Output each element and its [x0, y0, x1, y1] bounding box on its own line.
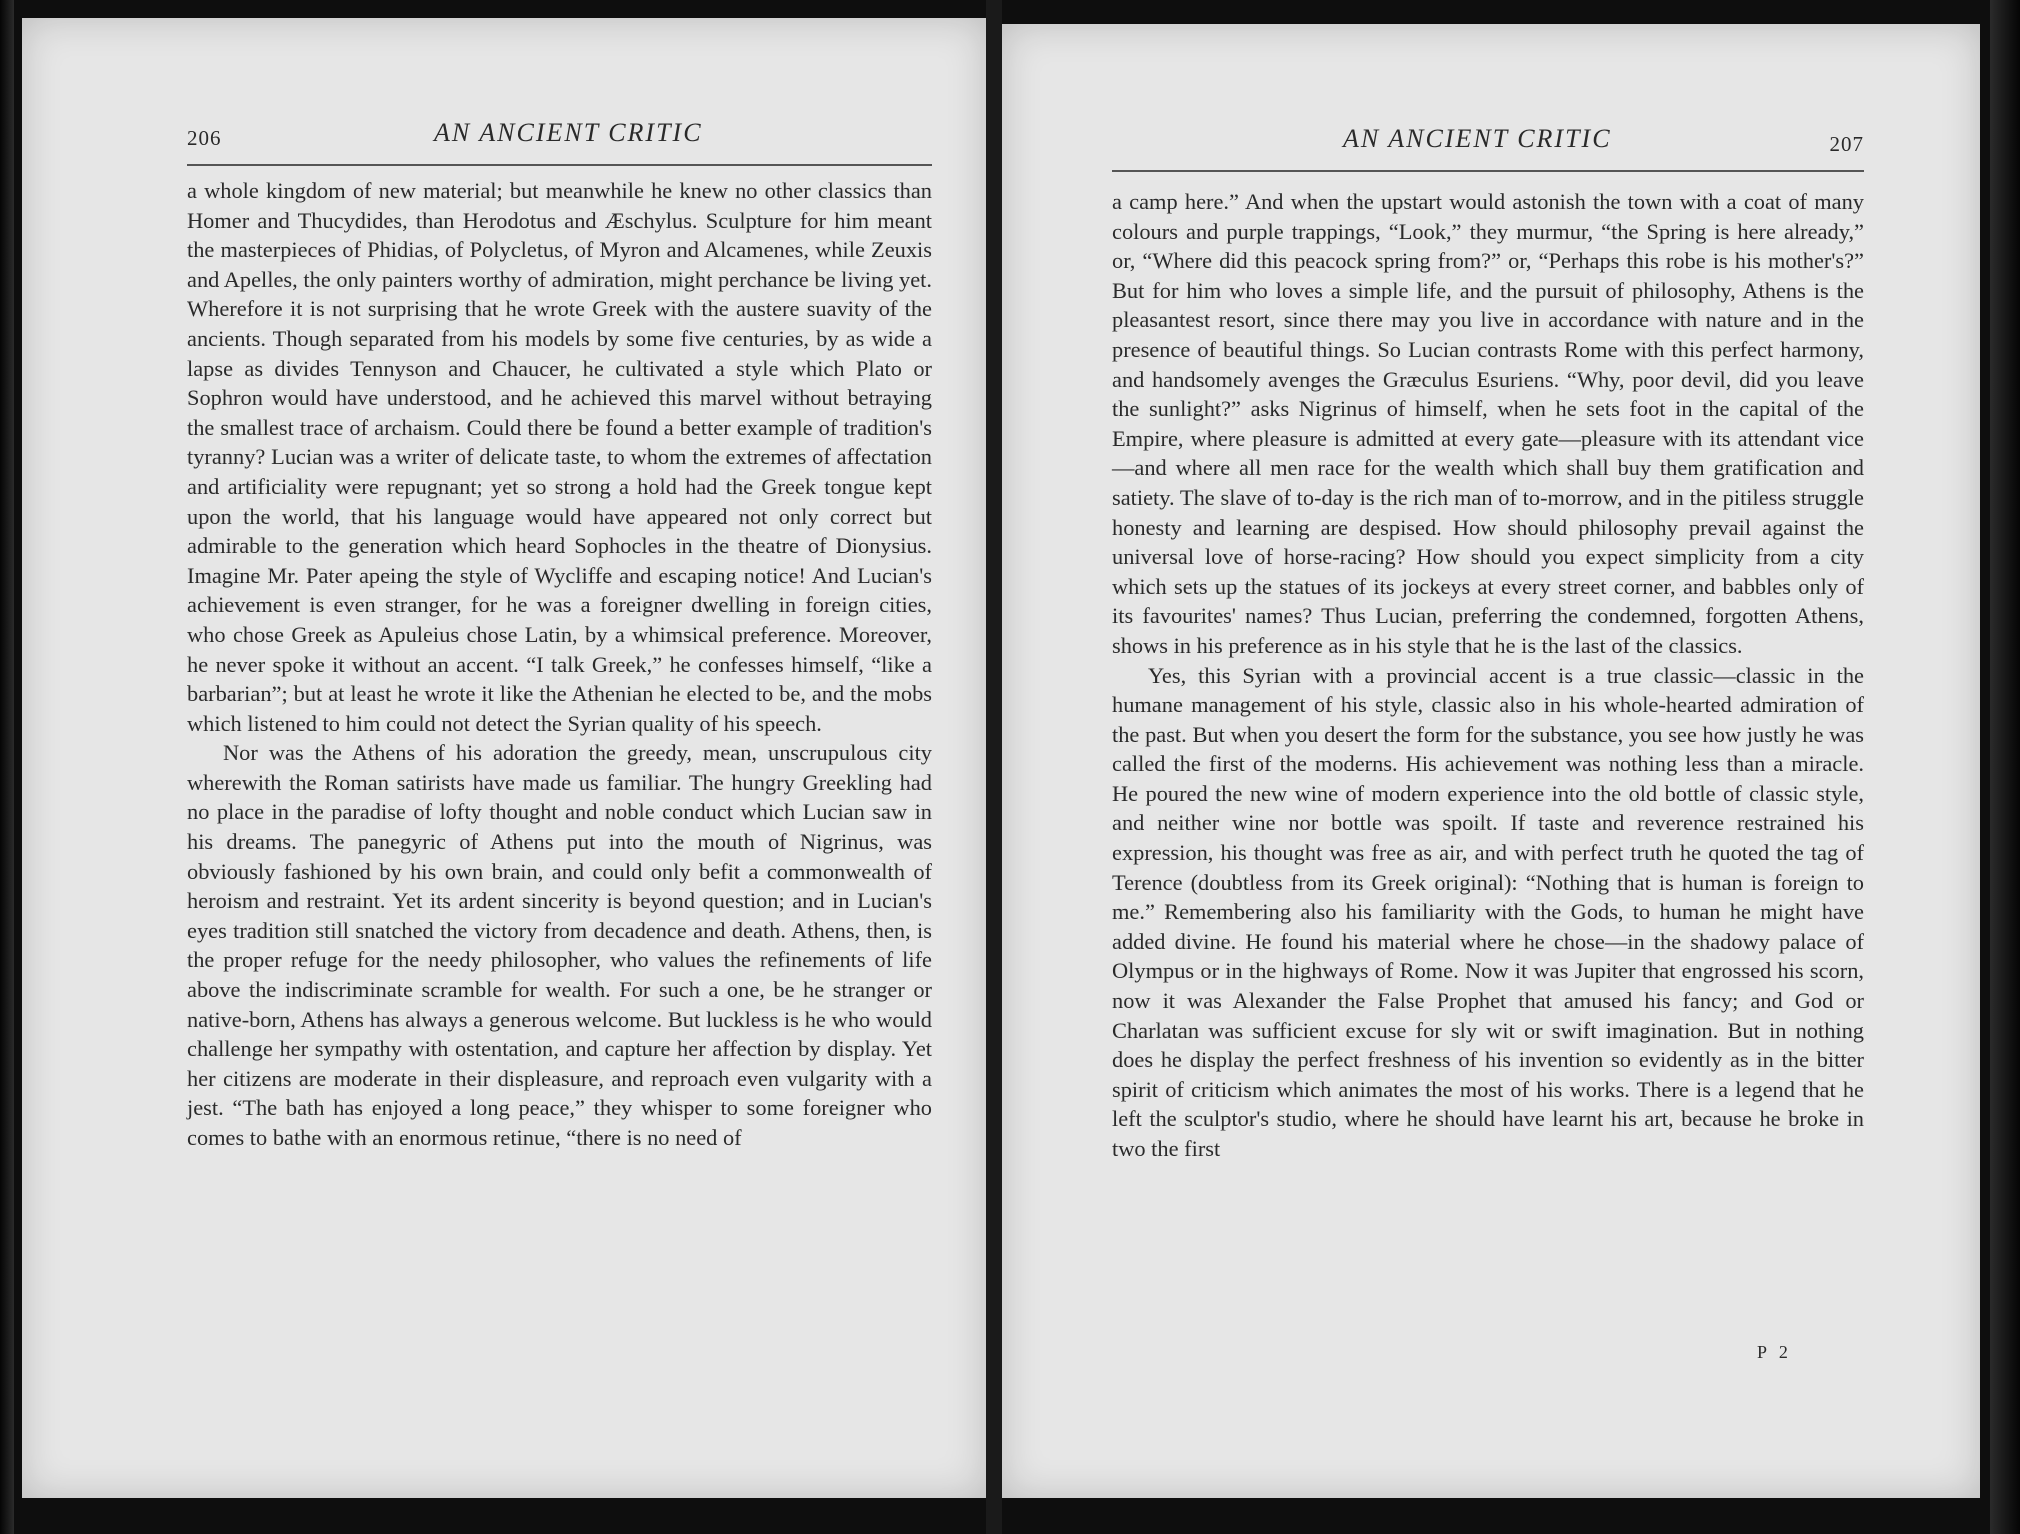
left-page-number: 206: [187, 126, 222, 150]
right-paragraph-1: a camp here.” And when the upstart would astonish the town with a coat of many colours and purple trappings, “Look,” they murmur, “the Spring is here already,” or, “Where did this peacock spring from?” or, “Perhaps this robe is his mother's?” But for him who loves a simple life, and the pursuit of philosophy, Athens is the pleasantest resort, since there may you live in accordance with nature and in the presence of beautiful things. So Lucian contrasts Rome with this perfect harmony, and handsomely avenges the Græculus Esuriens. “Why, poor devil, did you leave the sunlight?” asks Nigrinus of himself, when he sets foot in the capital of the Empire, where pleasure is admitted at every gate—pleasure with its attendant vice—and where all men race for the wealth which shall buy them gratification and satiety. The slave of to-day is the rich man of to-morrow, and in the pitiless struggle honesty and learning are despised. How should philosophy prevail against the universal love of horse-racing? How should you expect simplicity from a city which sets up the statues of its jockeys at every street corner, and babbles only of its favourites' names? Thus Lucian, preferring the condemned, forgotten Athens, shows in his preference as in his style that he is the last of the classics.: [1112, 189, 1864, 658]
left-paragraph-2: Nor was the Athens of his adoration the greedy, mean, unscrupulous city wherewith the Roman satirists have made us familiar. The hungry Greekling had no place in the paradise of lofty thought and noble conduct which Lucian saw in his dreams. The panegyric of Athens put into the mouth of Nigrinus, was obviously fashioned by his own brain, and could only befit a commonwealth of heroism and restraint. Yet its ardent sincerity is beyond question; and in Lucian's eyes tradition still snatched the victory from decadence and death. Athens, then, is the proper refuge for the needy philosopher, who values the refinements of life above the indiscriminate scramble for wealth. For such a one, be he stranger or native-born, Athens has always a generous welcome. But luckless is he who would challenge her sympathy with ostentation, and capture her affection by display. Yet her citizens are moderate in their displeasure, and reproach even vulgarity with a jest. “The bath has enjoyed a long peace,” they whisper to some foreigner who comes to bathe with an enormous retinue, “there is no need of: [187, 740, 932, 1150]
right-book-edge: [1990, 0, 2020, 1534]
left-book-edge: [0, 0, 14, 1534]
right-page-body: [1112, 187, 1864, 1164]
left-paragraph-1: a whole kingdom of new material; but meanwhile he knew no other classics than Homer and Thucydides, than Herodotus and Æschylus. Sculpture for him meant the masterpieces of Phidias, of Polycletus, of Myron and Alcamenes, while Zeuxis and Apelles, the only painters worthy of admiration, might perchance be living yet. Wherefore it is not surprising that he wrote Greek with the austere suavity of the ancients. Though separated from his models by some five centuries, by as wide a lapse as divides Tennyson and Chaucer, he cultivated a style which Plato or Sophron would have understood, and he achieved this marvel without betraying the smallest trace of archaism. Could there be found a better example of tradition's tyranny? Lucian was a writer of delicate taste, to whom the extremes of affectation and artificiality were repugnant; yet so strong a hold had the Greek tongue kept upon the world, that his language would have appeared not only correct but admirable to the generation which heard Sophocles in the theatre of Dionysius. Imagine Mr. Pater apeing the style of Wycliffe and escaping notice! And Lucian's achievement is even stranger, for he was a foreigner dwelling in foreign cities, who chose Greek as Apuleius chose Latin, by a whimsical preference. Moreover, he never spoke it without an accent. “I talk Greek,” he confesses himself, “like a barbarian”; but at least he wrote it like the Athenian he elected to be, and the mobs which listened to him could not detect the Syrian quality of his speech.: [187, 178, 932, 736]
signature-mark: P 2: [1757, 1342, 1792, 1362]
right-page: [1002, 24, 1980, 1498]
right-page-number: 207: [1829, 132, 1864, 156]
right-running-title: AN ANCIENT CRITIC: [1343, 124, 1612, 153]
left-running-title: AN ANCIENT CRITIC: [434, 118, 703, 147]
book-gutter: [986, 0, 1002, 1534]
left-page: [22, 18, 986, 1498]
left-page-body: [187, 176, 932, 1153]
right-page-header: [1112, 114, 1864, 172]
left-page-header: [187, 108, 932, 166]
right-paragraph-2: Yes, this Syrian with a provincial accent is a true classic—classic in the humane management of his style, classic also in his whole-hearted admiration of the past. But when you desert the form for the substance, you see how justly he was called the first of the moderns. His achievement was nothing less than a miracle. He poured the new wine of modern experience into the old bottle of classic style, and neither wine nor bottle was spoilt. If taste and reverence restrained his expression, his thought was free as air, and with perfect truth he quoted the tag of Terence (doubtless from its Greek original): “Nothing that is human is foreign to me.” Remembering also his familiarity with the Gods, to human he might have added divine. He found his material where he chose—in the shadowy palace of Olympus or in the highways of Rome. Now it was Jupiter that engrossed his scorn, now it was Alexander the False Prophet that amused his fancy; and God or Charlatan was sufficient excuse for sly wit or swift imagination. But in nothing does he display the perfect freshness of his invention so evidently as in the bitter spirit of criticism which animates the most of his works. There is a legend that he left the sculptor's studio, where he should have learnt his art, because he broke in two the first: [1112, 662, 1864, 1161]
